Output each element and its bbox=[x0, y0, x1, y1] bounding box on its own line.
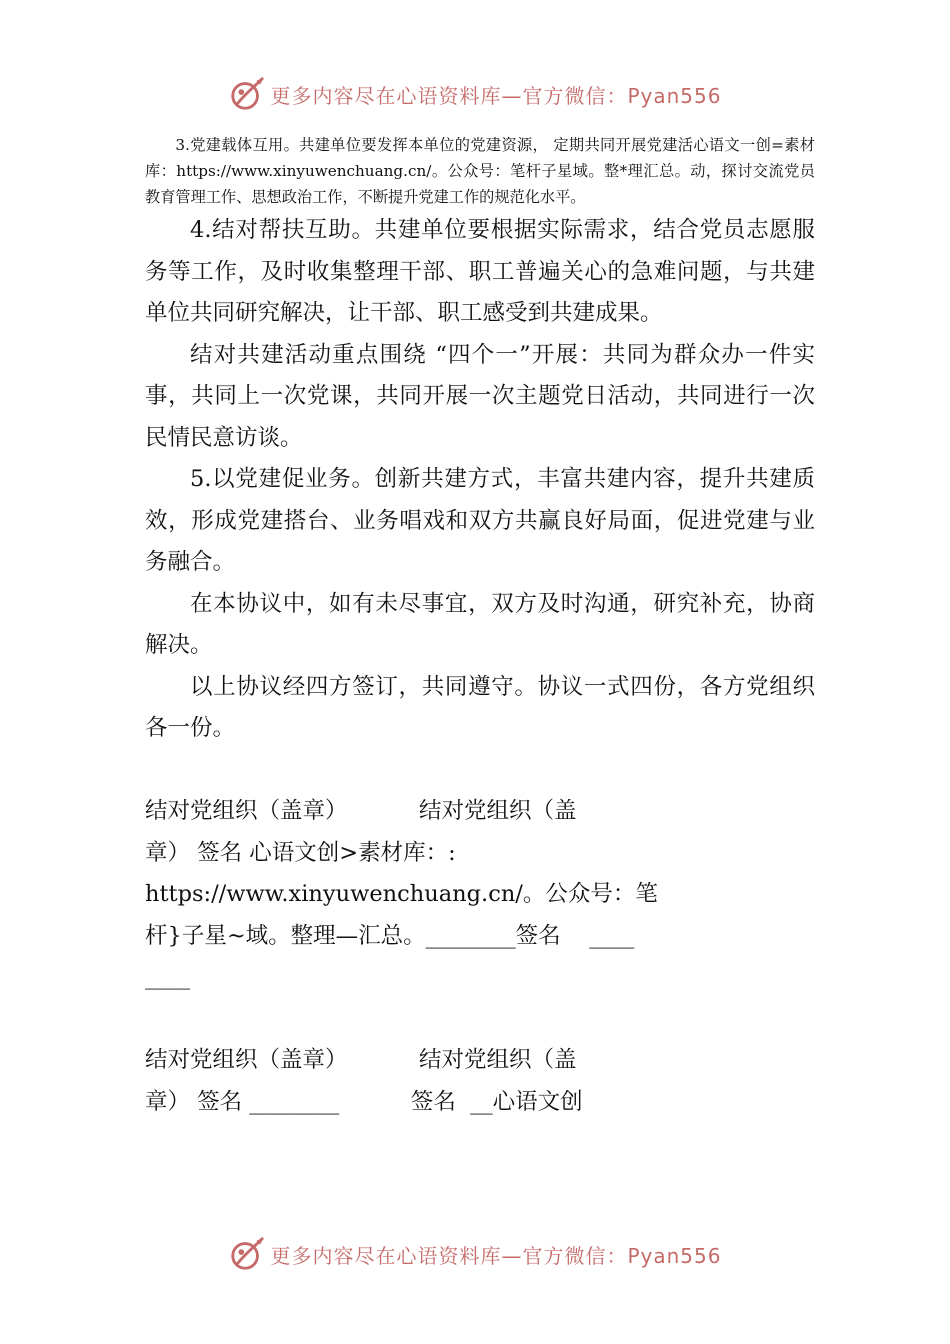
paragraph-3: 3.党建载体互用。共建单位要发挥本单位的党建资源， 定期共同开展党建活心语文一创=素材库：https://www.xinyuwenchuang.cn/。公众号：笔杆子星域。整*理汇总。动，探讨交流党员教育管理工作、思想政治工作，不断提升党建工作的规范化水平。 bbox=[145, 136, 815, 206]
signature-line: 杆}子星~域。整理—汇总。________签名 ____ bbox=[145, 922, 635, 949]
signature-block-1 bbox=[145, 791, 815, 999]
watermark-banner-bottom bbox=[0, 1232, 950, 1276]
signature-line: 结对党组织（盖章） 结对党组织（盖 bbox=[145, 1047, 577, 1073]
signature-block-2 bbox=[145, 1040, 815, 1123]
paragraph-signing: 以上协议经四方签订，共同遵守。协议一式四份，各方党组织各一份。 bbox=[145, 673, 815, 741]
paragraph-unfinished-matters: 在本协议中，如有未尽事宜，双方及时沟通，研究补充，协商解决。 bbox=[145, 590, 815, 658]
body-paragraphs bbox=[145, 210, 815, 750]
small-paragraph-block bbox=[145, 132, 815, 210]
signature-line: https://www.xinyuwenchuang.cn/。公众号：笔 bbox=[145, 881, 658, 907]
watermark-banner-top bbox=[0, 72, 950, 116]
signature-line: 章） 签名 心语文创>素材库：: bbox=[145, 839, 456, 866]
paragraph-four-ones: 结对共建活动重点围绕 “四个一”开展：共同为群众办一件实事，共同上一次党课，共同开展一次主题党日活动，共同进行一次民情民意访谈。 bbox=[145, 341, 815, 451]
signature-line: 结对党组织（盖章） 结对党组织（盖 bbox=[145, 798, 577, 824]
watermark-logo-icon bbox=[228, 75, 266, 113]
paragraph-4: 4.结对帮扶互助。共建单位要根据实际需求，结合党员志愿服务等工作，及时收集整理干部、职工普遍关心的急难问题，与共建单位共同研究解决，让干部、职工感受到共建成果。 bbox=[145, 217, 815, 326]
paragraph-5: 5.以党建促业务。创新共建方式，丰富共建内容，提升共建质效，形成党建搭台、业务唱戏和双方共赢良好局面，促进党建与业务融合。 bbox=[145, 466, 815, 575]
watermark-logo-icon bbox=[228, 1235, 266, 1273]
signature-line: ____ bbox=[145, 964, 190, 990]
watermark-text: 更多内容尽在心语资料库—官方微信：Pyan556 bbox=[270, 83, 722, 108]
watermark-text: 更多内容尽在心语资料库—官方微信：Pyan556 bbox=[270, 1243, 722, 1268]
document-content bbox=[145, 132, 815, 1123]
signature-line: 章） 签名 ________ 签名 __心语文创 bbox=[145, 1088, 583, 1115]
